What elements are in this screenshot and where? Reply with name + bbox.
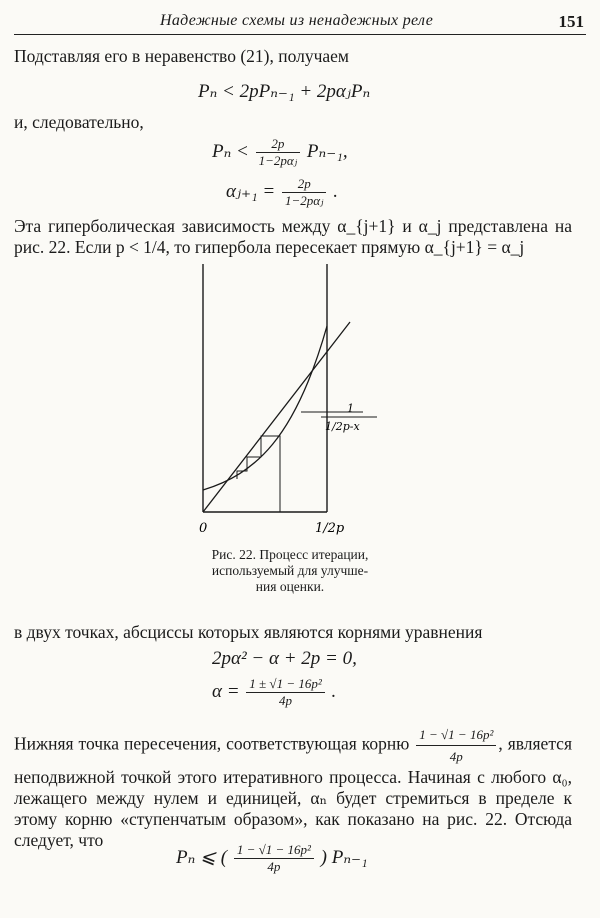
paragraph-1: Подставляя его в неравенство (21), получаем	[14, 46, 350, 66]
caption-line-3: ния оценки.	[255, 579, 325, 594]
figure-22	[185, 264, 385, 549]
paragraph-5-lead: Нижняя точка пересечения, соответствующая корню	[14, 733, 410, 754]
page-number: 151	[558, 12, 584, 31]
eq6-fraction	[234, 842, 314, 875]
equation-recurrence	[226, 176, 338, 209]
eq3-numerator: 2p	[282, 176, 327, 193]
axis-label-zero: 0	[199, 521, 208, 536]
eq3-lhs: αⱼ₊₁ =	[226, 180, 276, 202]
running-header	[14, 6, 586, 35]
eq5-fraction	[246, 676, 324, 709]
eq6-rhs: ) Pₙ₋₁	[320, 846, 368, 868]
equation-final-bound	[176, 842, 368, 875]
eq2-lhs: Pₙ <	[212, 140, 249, 162]
eq6-numerator: 1 − √1 − 16p²	[234, 842, 314, 859]
eq5-rhs: .	[331, 680, 337, 702]
hyperbola-curve	[203, 326, 327, 490]
caption-line-2: используемый для улучше-	[211, 563, 369, 578]
equation-roots	[212, 676, 336, 709]
eq3-denominator: 1−2pαⱼ	[284, 193, 324, 208]
paragraph-5-body: является неподвижной точкой этого итеративного процесса. Начиная с любого α₀, лежащего между нулем и единицей, αₙ будет стремиться в пределе к этому корню «ступенчатым образом», как показано на рис. 22. Отсюда следует, что	[14, 733, 572, 850]
curve-label-denominator: 1/2p-x	[325, 420, 360, 433]
paragraph-5	[14, 724, 572, 851]
root-denominator: 4p	[449, 749, 463, 764]
eq2-numerator: 2p	[256, 136, 301, 153]
eq2-rhs: Pₙ₋₁,	[306, 140, 348, 162]
caption-line-1: Рис. 22. Процесс итерации,	[211, 547, 369, 562]
equation-inequality-1: Pₙ < 2pPₙ₋₁ + 2pαⱼPₙ	[198, 81, 371, 102]
eq6-lhs: Pₙ ⩽ (	[176, 846, 228, 868]
eq5-denominator: 4p	[279, 693, 293, 708]
eq5-lhs: α =	[212, 680, 240, 702]
eq3-fraction	[282, 176, 327, 209]
figure-caption	[180, 547, 400, 595]
root-comma: ,	[498, 733, 503, 754]
running-title: Надежные схемы из ненадежных реле	[160, 12, 434, 29]
axis-label-half-p: 1/2p	[315, 521, 345, 536]
eq2-fraction	[256, 136, 301, 169]
iteration-plot	[185, 264, 385, 544]
equation-quadratic: 2pα² − α + 2p = 0,	[212, 648, 357, 669]
equation-inequality-2	[212, 136, 348, 169]
root-fraction	[416, 724, 496, 767]
eq5-numerator: 1 ± √1 − 16p²	[246, 676, 324, 693]
paragraph-3: Эта гиперболическая зависимость между α_{j+1} и α_j представлена на рис. 22. Если p < 1/4, то гипербола пересекает прямую α_{j+1} = α_j	[14, 216, 572, 257]
iteration-staircase	[237, 436, 280, 512]
eq6-denominator: 4p	[267, 859, 281, 874]
paragraph-2: и, следовательно,	[14, 112, 144, 132]
eq2-denominator: 1−2pαⱼ	[258, 153, 298, 168]
curve-label-numerator: 1	[347, 402, 354, 415]
root-numerator: 1 − √1 − 16p²	[416, 724, 496, 746]
paragraph-4: в двух точках, абсциссы которых являются корнями уравнения	[14, 622, 483, 642]
eq3-rhs: .	[333, 180, 338, 202]
